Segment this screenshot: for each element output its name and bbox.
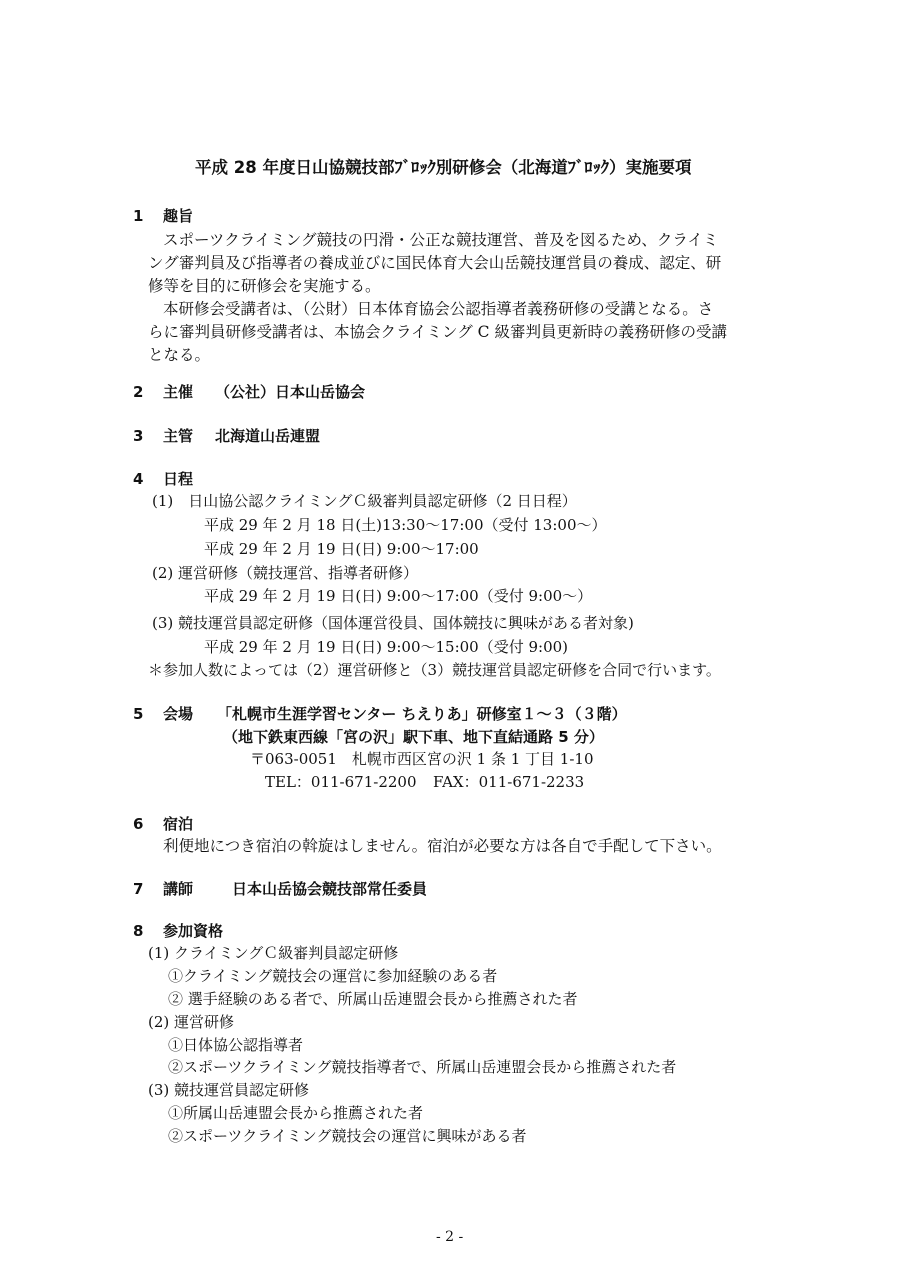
document-title: 平成 28 年度日山協競技部ﾌﾞﾛｯｸ別研修会（北海道ﾌﾞﾛｯｸ）実施要項 [195,158,692,177]
schedule-item-3: (3) 競技運営員認定研修（国体運営役員、国体競技に興味がある者対象) [152,614,634,632]
qualification-group-2: (2) 運営研修 [148,1013,235,1031]
venue-fax: FAX：011-671-2233 [433,773,585,791]
qualification-group-1-b: ② 選手経験のある者で、所属山岳連盟会長から推薦された者 [168,990,578,1008]
section-2-number: 2 [133,383,144,401]
section-1-line-5: らに審判員研修受講者は、本協会クライミング C 級審判員更新時の義務研修の受講 [148,323,727,341]
section-2-heading: 主催 [163,383,194,401]
section-5-heading: 会場 [163,705,194,723]
schedule-item-1-day-1: 平成 29 年 2 月 18 日(土)13:30〜17:00（受付 13:00〜） [204,516,607,534]
venue-address: 〒063-0051 札幌市西区宮の沢 1 条 1 丁目 1-10 [250,750,594,768]
section-1-heading: 趣旨 [163,207,194,225]
section-7-heading: 講師 [163,880,194,898]
schedule-note: ＊参加人数によっては（2）運営研修と（3）競技運営員認定研修を合同で行います。 [148,661,721,679]
qualification-group-3: (3) 競技運営員認定研修 [148,1081,310,1099]
lodging-text: 利便地につき宿泊の斡旋はしません。宿泊が必要な方は各自で手配して下さい。 [163,837,722,855]
section-8-number: 8 [133,922,144,940]
qualification-group-3-b: ②スポーツクライミング競技会の運営に興味がある者 [168,1127,527,1145]
section-1-line-3: 修等を目的に研修会を実施する。 [148,277,381,295]
venue-name: 「札幌市生涯学習センター ちえりあ」研修室１〜３（３階） [217,705,627,723]
section-4-heading: 日程 [163,470,194,488]
section-6-heading: 宿泊 [163,815,194,833]
qualification-group-1-a: ①クライミング競技会の運営に参加経験のある者 [168,967,498,985]
section-7-value: 日本山岳協会競技部常任委員 [232,880,428,898]
section-3-heading: 主管 [163,427,194,445]
venue-access: （地下鉄東西線「宮の沢」駅下車、地下直結通路 5 分） [223,728,604,746]
section-1-line-2: ング審判員及び指導者の養成並びに国民体育大会山岳競技運営員の養成、認定、研 [148,254,722,272]
schedule-item-3-day-1: 平成 29 年 2 月 19 日(日) 9:00〜15:00（受付 9:00) [204,638,569,656]
section-5-number: 5 [133,705,144,723]
section-4-number: 4 [133,470,144,488]
schedule-item-1-day-2: 平成 29 年 2 月 19 日(日) 9:00〜17:00 [204,540,479,558]
qualification-group-2-b: ②スポーツクライミング競技指導者で、所属山岳連盟会長から推薦された者 [168,1058,677,1076]
venue-tel: TEL：011-671-2200 [265,773,417,791]
section-1-number: 1 [133,207,144,225]
section-7-number: 7 [133,880,144,898]
section-3-number: 3 [133,427,144,445]
page-number: - 2 - [436,1229,464,1245]
qualification-group-2-a: ①日体協公認指導者 [168,1036,304,1054]
section-1-line-6: となる。 [148,346,211,364]
section-2-value: （公社）日本山岳協会 [215,383,366,401]
section-1-line-1: スポーツクライミング競技の円滑・公正な競技運営、普及を図るため、クライミ [163,231,719,249]
section-6-number: 6 [133,815,144,833]
schedule-item-1: (1) 日山協公認クライミングＣ級審判員認定研修（2 日日程） [152,492,577,510]
schedule-item-2: (2) 運営研修（競技運営、指導者研修） [152,564,419,582]
section-8-heading: 参加資格 [163,922,224,940]
section-3-value: 北海道山岳連盟 [215,427,321,445]
schedule-item-2-day-1: 平成 29 年 2 月 19 日(日) 9:00〜17:00（受付 9:00〜） [204,587,593,605]
qualification-group-1: (1) クライミングＣ級審判員認定研修 [148,944,399,962]
qualification-group-3-a: ①所属山岳連盟会長から推薦された者 [168,1104,424,1122]
section-1-line-4: 本研修会受講者は、（公財）日本体育協会公認指導者義務研修の受講となる。さ [163,300,714,318]
